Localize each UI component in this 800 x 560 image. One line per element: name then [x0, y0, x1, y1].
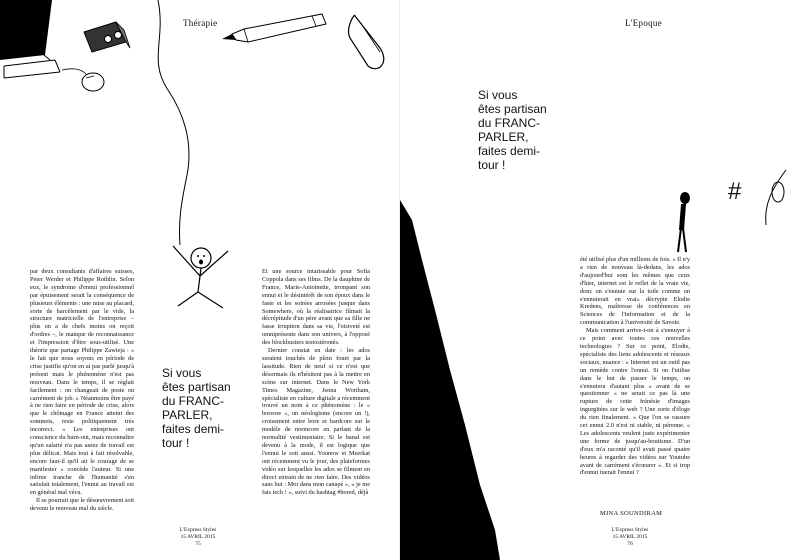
paragraph: Et une source intarissable pour Sofia Coppola dans ses films. De la dauphine de France, Marie-Antoinette, trompant son ennui et le désintérêt de son époux dans le faste et les soirées arrosées jusque dans Somewhere, où la réalisatrice filmait la décrépitude d'un père avant que sa fille ne fasse irruption dans sa vie, l'oisiveté est omniprésente dans son univers, à l'opposé des blockbusters testostéronés. — [262, 268, 370, 347]
article-column-2 — [262, 268, 370, 497]
wavy-line — [138, 0, 218, 260]
folio-page-number: 76 — [627, 541, 633, 547]
paragraph: Il se pourrait que le désœuvrement soit devenu le nouveau mal du siècle. — [30, 497, 134, 513]
pull-quote-text: Si vous êtes partisan du FRANC- PARLER, faites demi- tour ! — [162, 366, 231, 450]
paragraph: Dernier constat en date : les ados seraient touchés de plein fouet par la lassitude. Rien de neuf si ce n'est que désormais ils n'hésitent pas à la mettre en scène sur internet. Dans le New York Times Magazine, Jenna Wortham, spécialiste en culture digitale a récemment trouvé un nom à ce phénomène : le « boreore », un néologisme (encore un !), croisement entre bore et hardcore sur le modèle de normcore en parlant de la normalité vestimentaire. Si le banal est devenu à la mode, il est logique que l'ennui le soit aussi. Younow et Meerkat ont récemment vu le jour, des plateformes vidéo sur lesquelles les ados se filment en direct entrain de ne rien faire. Des vidéos sans but : Moi dans mon canapé », « je me fais iech ! », suivi du hashtag #bored, déjà — [262, 347, 370, 497]
folio-page-number: 75 — [195, 541, 201, 547]
hashtag-symbol: # — [728, 178, 742, 205]
article-column — [580, 256, 690, 477]
folio-date: 15 AVRIL 2015 — [180, 534, 216, 540]
right-page — [400, 0, 800, 560]
line-curve — [756, 170, 796, 230]
paragraph: par deux consultants d'affaires suisses, Peter Werder et Philippe Rothlin. Selon eux, le syndrome d'ennui professionnel par épuisement serait la conséquence de plusieurs éléments : une mise au placard, sorte de harcèlement par le vide, la structure matricielle de l'entreprise – plus on a de chefs moins on reçoit d'ordres –, le manque de reconnaissance et l'impression d'être sous-utilisé. Une théorie que partage Philippe Zawieja : « le fait que nous soyons en période de crise justifie qu'on en ai pas parlé jusqu'à présent mais le phénomène n'est pas nouveau. Dans le temps, il se réglait facilement : on changeait de poste ou carrément de job. » Néanmoins être payé à ne rien faire en période de crise, alors que le chômage en France atteint des sommets, reste politiquement très incorrect. « Les entreprises ont conscience du burn-out, mais reconnaître qu'un salarié n'a pas assez de travail est plus délicat. Mais tout à fait résolvable, encore faut-il qu'il ait le courage de se manifester » concède l'auteur. Si une infime tranche de l'humanité s'en satisfait totalement, l'ennui au travail est en général mal vécu. — [30, 268, 134, 497]
section-rubric: L'Epoque — [625, 18, 663, 28]
pencil-icon — [222, 12, 342, 52]
folio-magazine: L'Express Styles — [611, 527, 649, 533]
jumping-figure-illustration — [168, 236, 238, 316]
page-folio — [176, 527, 220, 548]
section-rubric: Thérapie — [183, 18, 218, 28]
sharpener-icon — [82, 20, 142, 60]
author-signature: MINA SOUNDIRAM — [600, 510, 663, 517]
standing-figure-illustration — [670, 190, 700, 260]
pull-quote — [162, 366, 252, 450]
pull-quote — [478, 88, 573, 172]
page-folio — [608, 527, 652, 548]
paragraph: été utilisé plus d'un millions de fois. « Il n'y a rien de nouveau là-dedans, les ados d'aujourd'hui sont les mêmes que ceux d'hier, internet est le reflet de la vraie vie, donc on s'ennuie sur la toile comme on s'ennuierait en vrai» décrypte Elodie Kredens, maîtresse de conférences en Sciences de l'information et de la communication à l'université de Savoie. — [580, 256, 691, 327]
folio-date: 15 AVRIL 2015 — [612, 534, 648, 540]
computer-illustration — [0, 0, 130, 120]
folio-magazine: L'Express Styles — [179, 527, 217, 533]
pull-quote-text: Si vous êtes partisan du FRANC- PARLER, faites demi- tour ! — [478, 88, 547, 172]
article-column-1 — [30, 268, 134, 513]
clip-icon — [350, 8, 400, 78]
paragraph: Mais comment arrive-t-on à s'ennuyer à ce point avec toutes ces nouvelles technologies ? Sur ce point, Elodie, spécialiste des liens adolescents et réseaux sociaux, nuance : « Internet est un outil pas un remède contre l'ennui. Si on l'utilise dans le but de passer le temps, on s'ennuiera d'autant plus » avant de se questionner « ne serait ce pas là une rupture de cette frénésie d'images ingurgitées sur le web ? Une sorte d'éloge du rien finalement. » Que l'on se rassure cet ennui 2.0 n'est ni stable, ni pérenne. « Les adolescents veulent juste expérimenter une forme de jusqu'au-boutisme. D'un d'eux m'a raconté qu'il avait passé quatre heures à regarder des vidéos sur Youtube avant de carrément s'écœurer ». Et si trop d'ennui tuerait l'ennui ? — [580, 327, 690, 477]
black-silhouette-shape — [400, 200, 520, 560]
